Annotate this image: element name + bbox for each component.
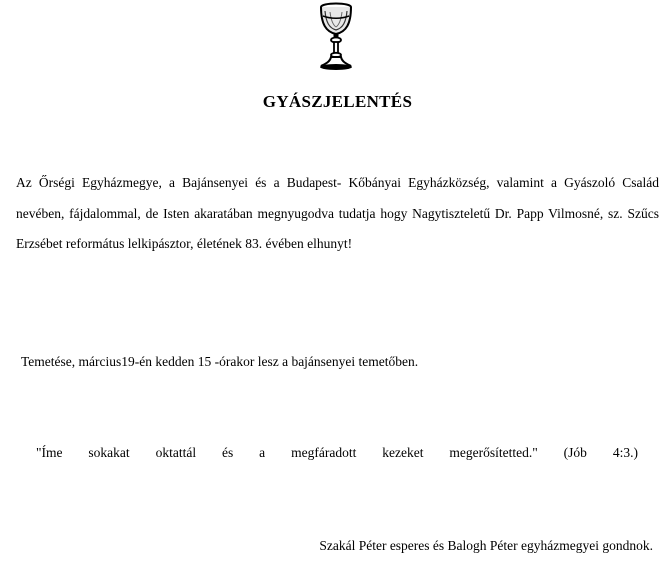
chalice-icon xyxy=(313,2,359,72)
bible-quote: "Íme sokakat oktattál és a megfáradott kezeket megerősítetted." (Jób 4:3.) xyxy=(36,445,638,460)
signature: Szakál Péter esperes és Balogh Péter egyházmegyei gondnok. xyxy=(319,538,653,553)
page-title: GYÁSZJELENTÉS xyxy=(262,92,413,111)
funeral-notice: Temetése, március19-én kedden 15 -órakor lesz a bajánsenyei temetőben. xyxy=(21,354,419,369)
announcement-paragraph: Az Őrségi Egyházmegye, a Bajánsenyei és a Budapest- Kőbányai Egyházközség, valamint a Gyászoló Család nevében, fájdalommal, de Isten akaratában megnyugodva tudatja hogy Nagytiszteletű Dr. Papp Vilmosné, sz. Szűcs Erzsébet református lelkipásztor, életének 83. évében elhunyt! xyxy=(16,175,659,251)
